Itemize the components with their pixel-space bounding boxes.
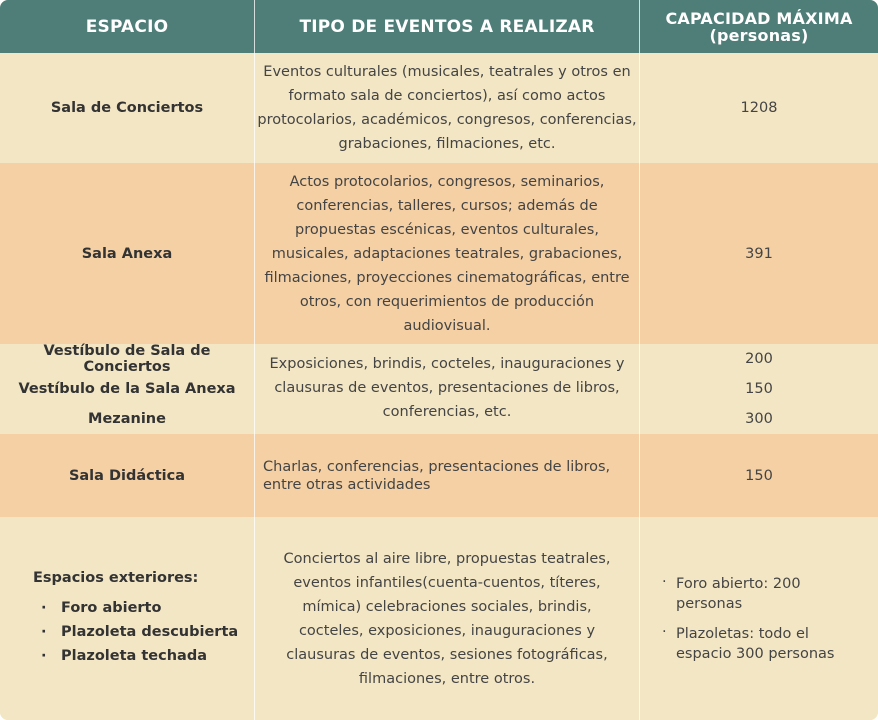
table-row xyxy=(0,163,878,344)
outdoor-spaces-title: Espacios exteriores: xyxy=(33,569,199,586)
table-header xyxy=(0,0,878,53)
space-name: Vestíbulo de Sala de Conciertos xyxy=(43,343,211,375)
capacity-value: 391 xyxy=(745,245,773,262)
list-item xyxy=(662,574,866,614)
header-capacity xyxy=(640,0,878,53)
event-types: Eventos culturales (musicales, teatrales y otros en formato sala de conciertos), así como actos protocolarios, académicos, congresos, conferencias, grabaciones, filmaciones, etc. xyxy=(257,64,637,152)
header-events: TIPO DE EVENTOS A REALIZAR xyxy=(299,16,595,37)
list-item xyxy=(33,620,238,644)
space-name: Plazoleta techada xyxy=(61,647,207,664)
space-name: Foro abierto xyxy=(61,599,162,616)
list-item xyxy=(662,624,866,664)
list-item xyxy=(33,644,207,668)
table-row xyxy=(0,517,878,720)
capacity-value: Foro abierto: 200 personas xyxy=(676,575,801,612)
space-names xyxy=(0,344,254,434)
capacity-list xyxy=(640,517,878,720)
table-row xyxy=(0,53,878,163)
capacity-value: 1208 xyxy=(740,100,778,116)
space-name: Plazoleta descubierta xyxy=(61,623,239,640)
capacity-value: 200 xyxy=(745,351,773,367)
space-name: Sala Didáctica xyxy=(68,467,186,484)
bullet-icon: · xyxy=(662,623,667,640)
event-types: Charlas, conferencias, presentaciones de libros, entre otras actividades xyxy=(263,458,611,493)
space-name: Sala de Conciertos xyxy=(50,100,204,116)
event-types: Actos protocolarios, congresos, seminarios, conferencias, talleres, cursos; además de propuestas escénicas, eventos culturales, musicales, adaptaciones teatrales, grabaciones, filmaciones, proyecciones cinematográficas, entre otros, con requerimientos de producción audiovisual. xyxy=(264,173,630,334)
outdoor-spaces xyxy=(0,517,254,720)
space-name: Sala Anexa xyxy=(81,245,173,262)
bullet-icon: · xyxy=(41,599,47,616)
capacity-value: Plazoletas: todo el espacio 300 personas xyxy=(676,625,835,662)
event-types: Exposiciones, brindis, cocteles, inauguraciones y clausuras de eventos, presentaciones de libros, conferencias, etc. xyxy=(269,356,625,420)
header-capacity-line2: (personas) xyxy=(709,25,809,45)
capacity-value: 150 xyxy=(745,467,773,484)
list-item xyxy=(33,596,161,620)
space-name: Mezanine xyxy=(88,411,166,427)
bullet-icon: · xyxy=(662,573,667,590)
event-types: Conciertos al aire libre, propuestas teatrales, eventos infantiles(cuenta-cuentos, títeres, mímica) celebraciones sociales, brindis, cocteles, exposiciones, inauguraciones y clausuras de eventos, sesiones fotográficas, filmaciones, entre otros. xyxy=(283,550,611,687)
capacity-values xyxy=(640,344,878,434)
bullet-icon: · xyxy=(41,647,47,664)
capacity-value: 300 xyxy=(745,411,773,427)
header-space: ESPACIO xyxy=(85,16,169,37)
bullet-icon: · xyxy=(41,623,47,640)
capacity-value: 150 xyxy=(745,381,773,397)
table-row xyxy=(0,344,878,434)
table-row xyxy=(0,434,878,517)
space-name: Vestíbulo de la Sala Anexa xyxy=(18,381,236,397)
header-capacity-line1: CAPACIDAD MÁXIMA xyxy=(665,8,853,28)
